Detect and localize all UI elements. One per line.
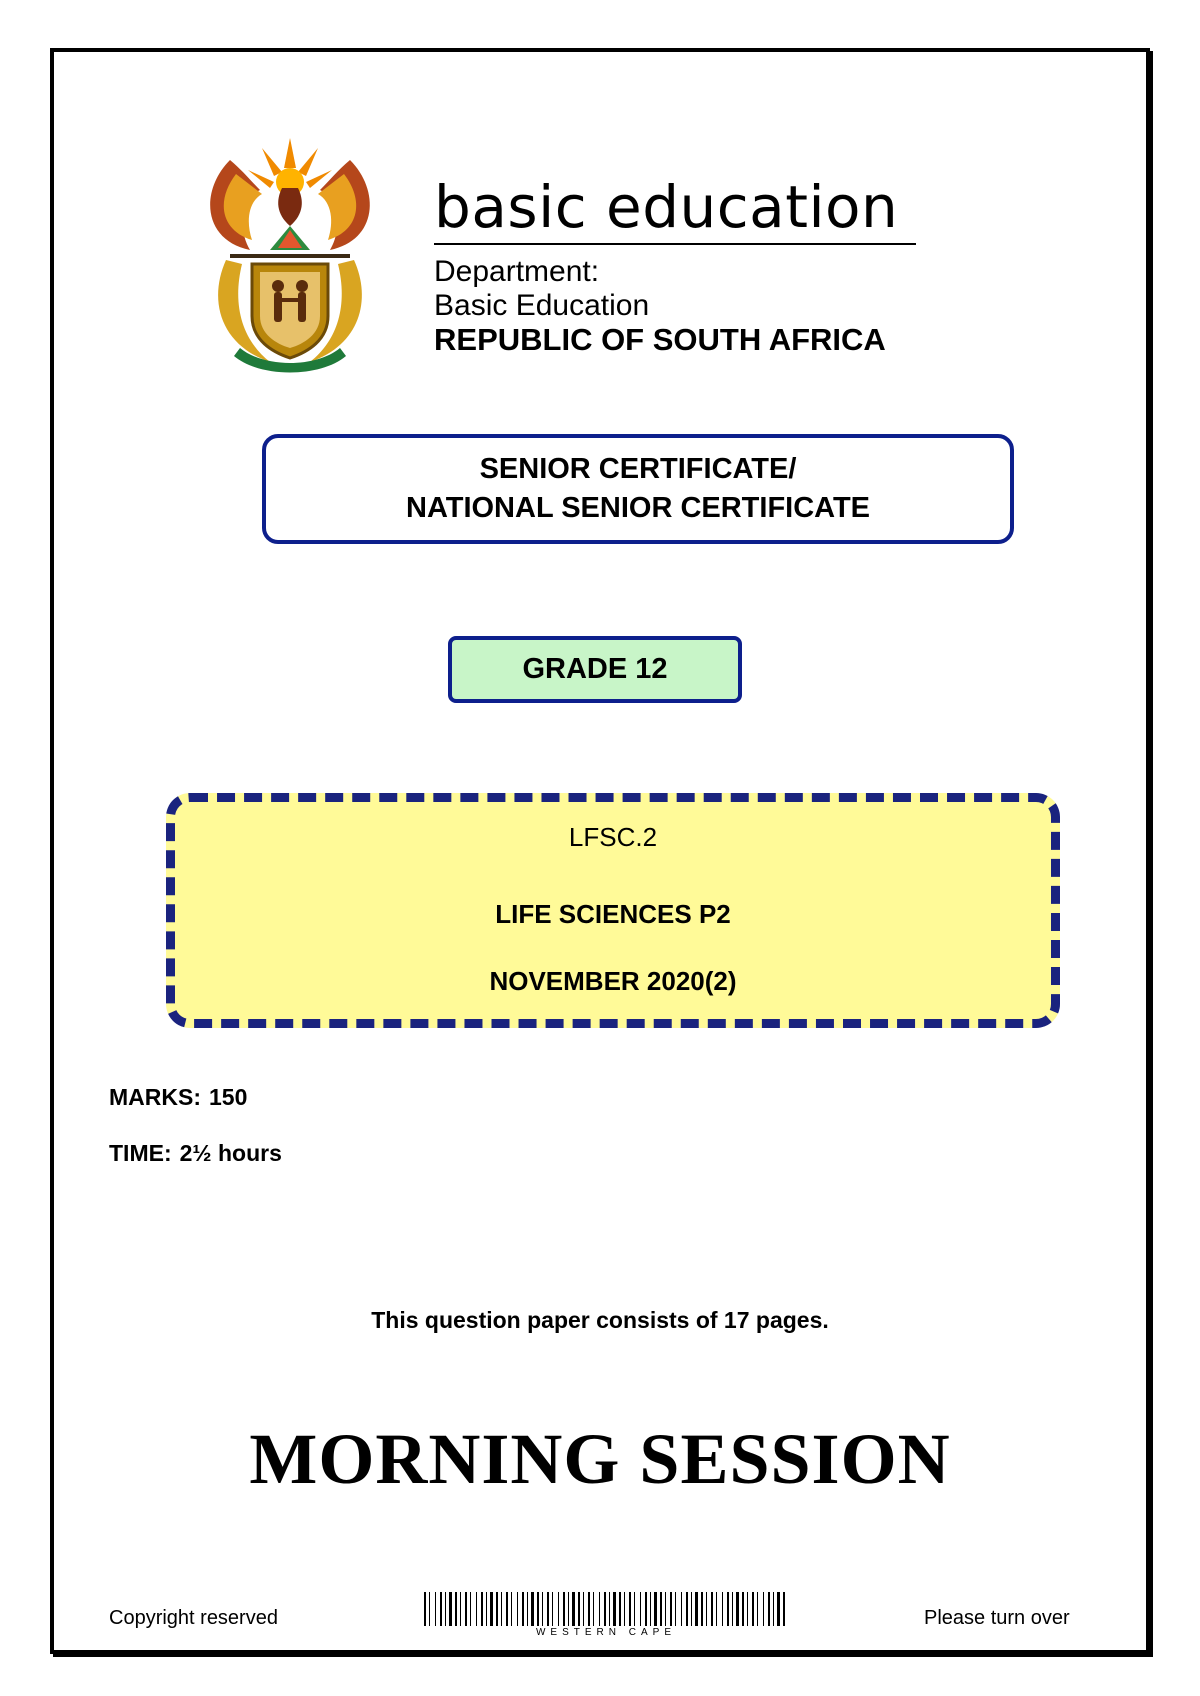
department-name: Basic Education [434,289,650,322]
grade-label: GRADE 12 [522,653,668,685]
subject-code: LFSC.2 [568,822,658,852]
subject-box [166,793,1060,1028]
marks-row [109,1084,247,1111]
subject-name: LIFE SCIENCES P2 [495,899,731,929]
heading-divider [434,243,916,245]
turn-over-notice: Please turn over [924,1607,1070,1629]
time-row [109,1140,282,1167]
certificate-line-1: SENIOR CERTIFICATE/ [479,453,797,485]
barcode-icon [424,1592,788,1626]
marks-value: 150 [209,1084,248,1110]
grade-box [448,636,742,703]
marks-label: MARKS: [109,1084,201,1110]
session-title: MORNING SESSION [249,1419,951,1499]
country-name: REPUBLIC OF SOUTH AFRICA [434,322,886,357]
time-label: TIME: [109,1140,172,1166]
time-value: 2½ hours [179,1140,282,1166]
department-heading: basic education [434,173,899,241]
certificate-line-2: NATIONAL SENIOR CERTIFICATE [406,492,870,524]
certificate-box [262,434,1014,544]
barcode-caption: WESTERN CAPE [535,1627,676,1638]
copyright-notice: Copyright reserved [109,1607,278,1629]
south-africa-coat-of-arms-icon [190,130,390,380]
page-count-note: This question paper consists of 17 pages. [371,1307,829,1333]
department-line: Department: [434,255,600,288]
exam-date: NOVEMBER 2020(2) [489,966,737,996]
